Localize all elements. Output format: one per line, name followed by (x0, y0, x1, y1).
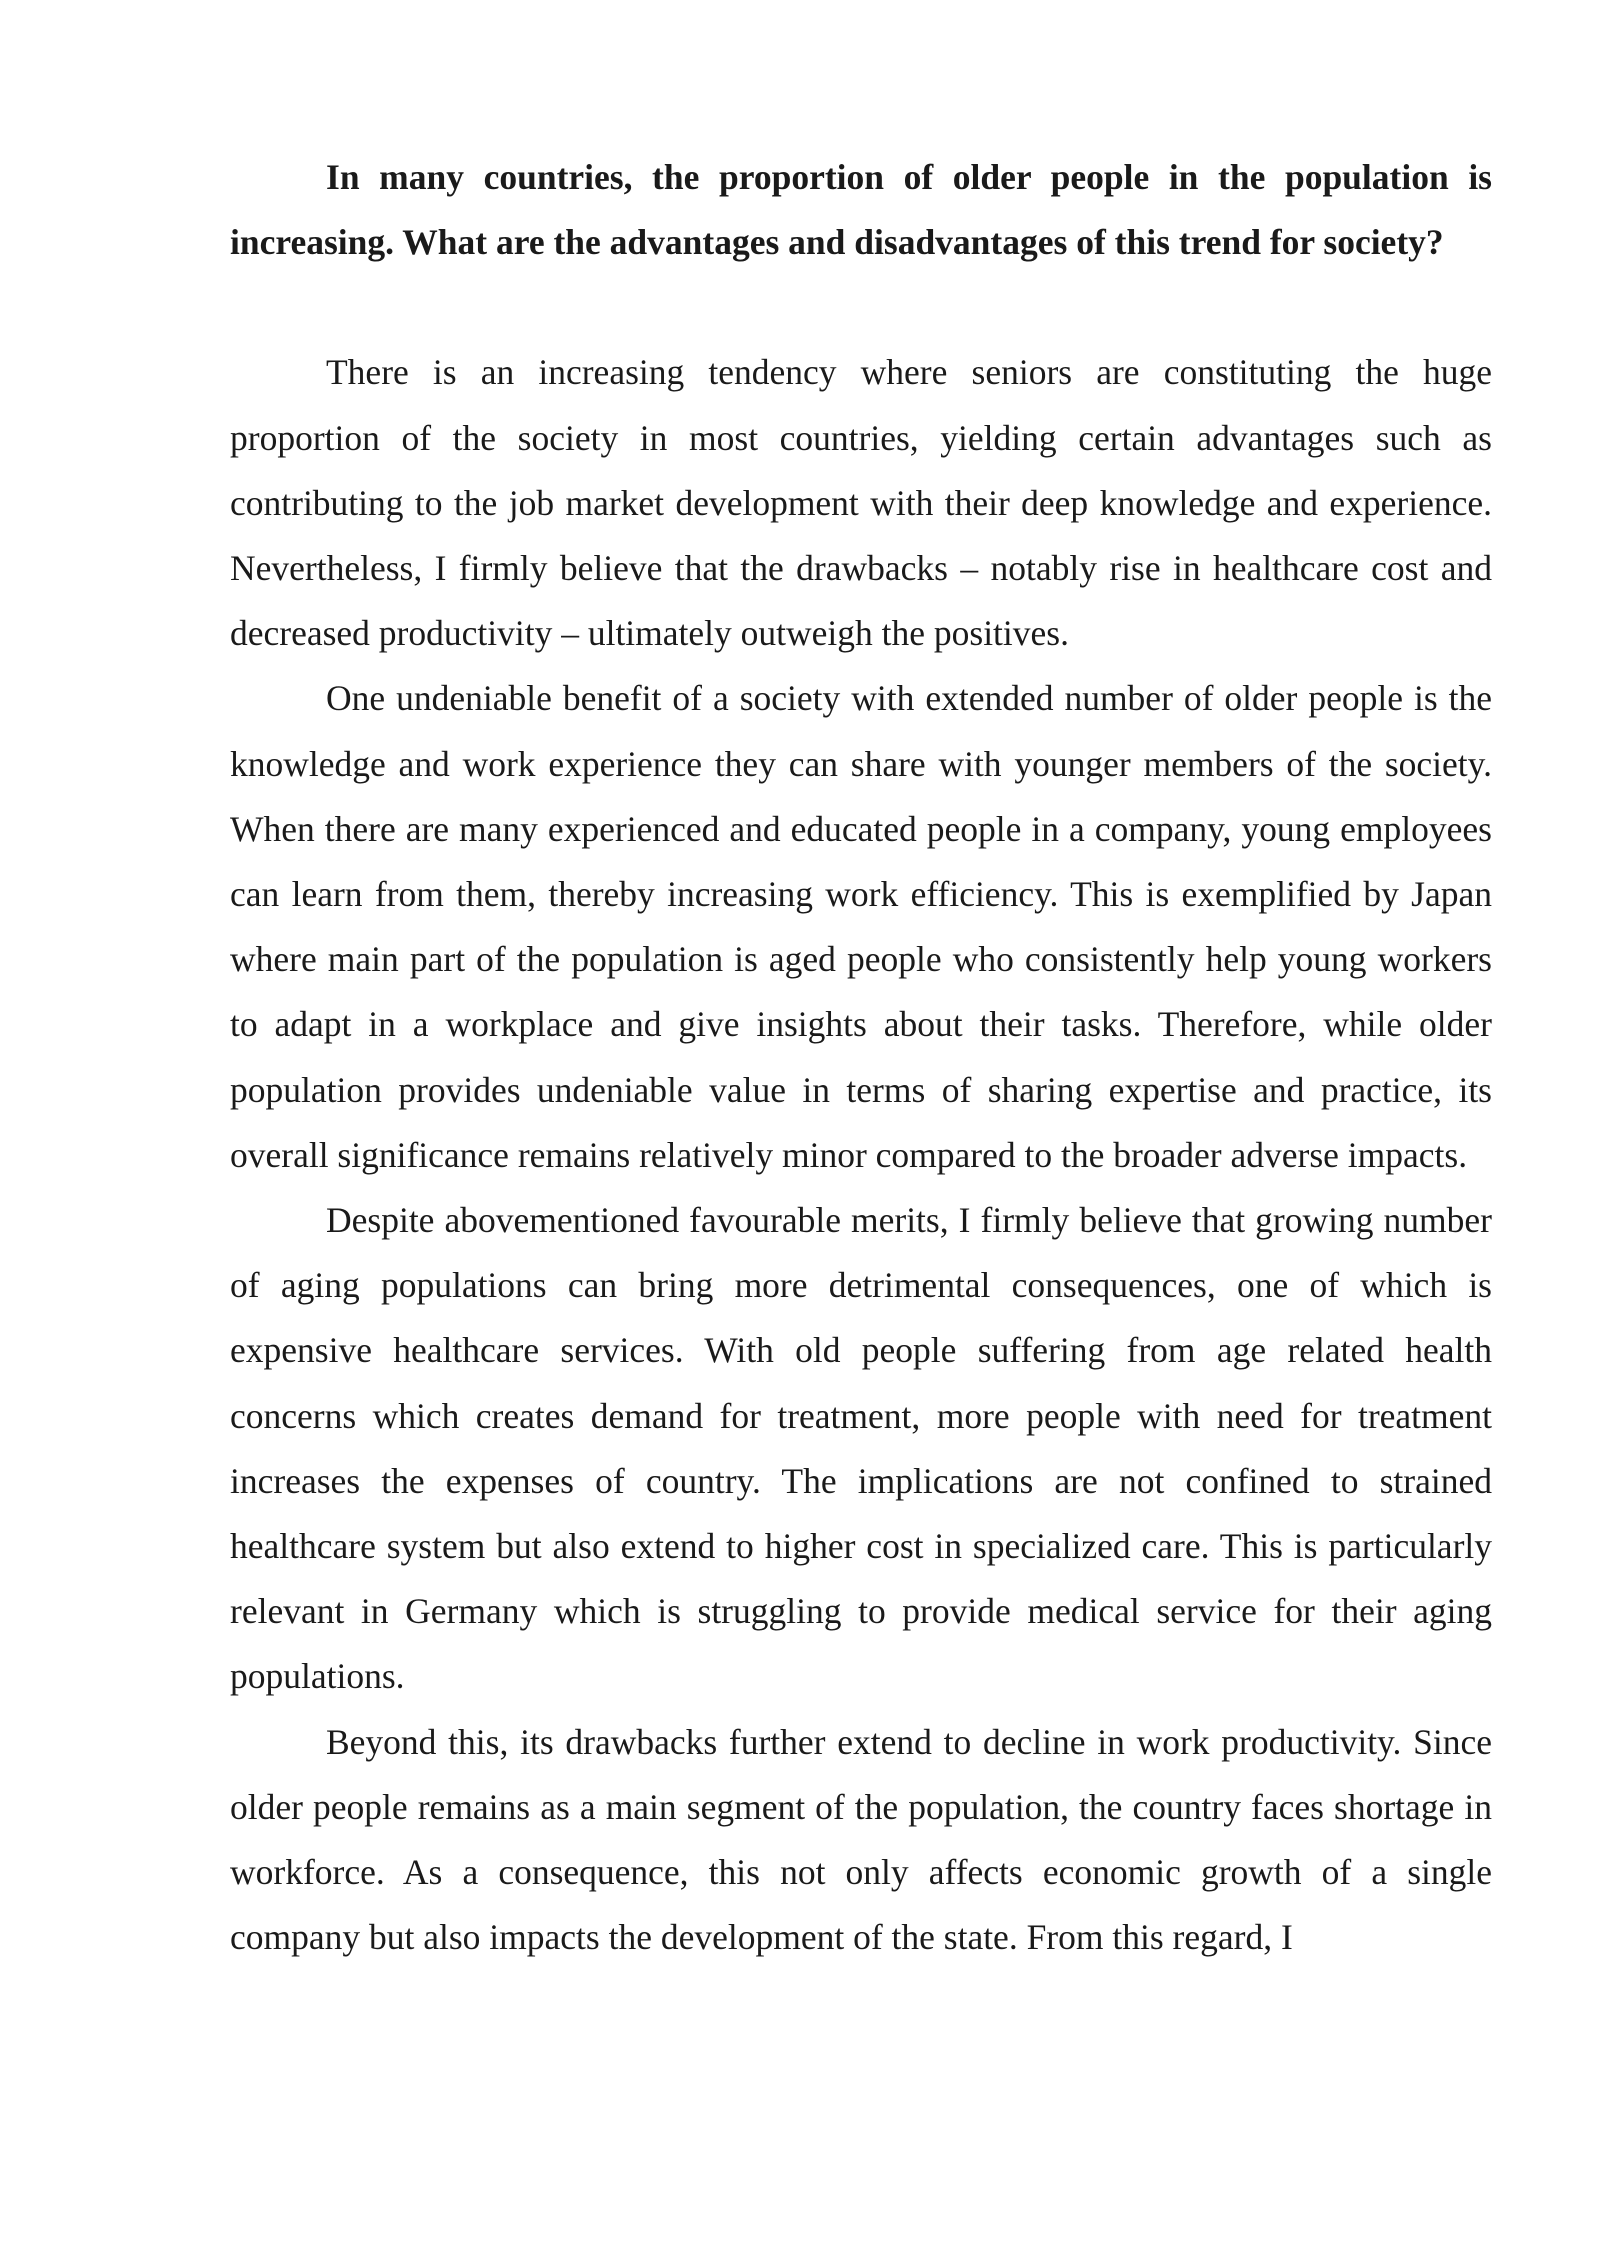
essay-body (230, 145, 1492, 1970)
paragraph-disadvantage-healthcare: Despite abovementioned favourable merits, I firmly believe that growing number of aging populations can bring more detrimental consequences, one of which is expensive healthcare services. With old people suffering from age related health concerns which creates demand for treatment, more people with need for treatment increases the expenses of country. The implications are not confined to strained healthcare system but also extend to higher cost in specialized care. This is particularly relevant in Germany which is struggling to provide medical service for their aging populations. (230, 1200, 1492, 1697)
paragraph-advantage: One undeniable benefit of a society with extended number of older people is the knowledge and work experience they can share with younger members of the society. When there are many experienced and educated people in a company, young employees can learn from them, thereby increasing work efficiency. This is exemplified by Japan where main part of the population is aged people who consistently help young workers to adapt in a workplace and give insights about their tasks. Therefore, while older population provides undeniable value in terms of sharing expertise and practice, its overall significance remains relatively minor compared to the broader adverse impacts. (230, 678, 1492, 1175)
essay-prompt: In many countries, the proportion of older people in the population is increasing. What are the advantages and disadvantages of this trend for society? (230, 157, 1492, 263)
paragraph-disadvantage-productivity: Beyond this, its drawbacks further extend to decline in work productivity. Since older people remains as a main segment of the population, the country faces shortage in workforce. As a consequence, this not only affects economic growth of a single company but also impacts the development of the state. From this regard, I (230, 1721, 1492, 1958)
section-spacer (230, 275, 1492, 340)
paragraph-introduction: There is an increasing tendency where seniors are constituting the huge proportion of the society in most countries, yielding certain advantages such as contributing to the job market development with their deep knowledge and experience. Nevertheless, I firmly believe that the drawbacks – notably rise in healthcare cost and decreased productivity – ultimately outweigh the positives. (230, 352, 1492, 654)
